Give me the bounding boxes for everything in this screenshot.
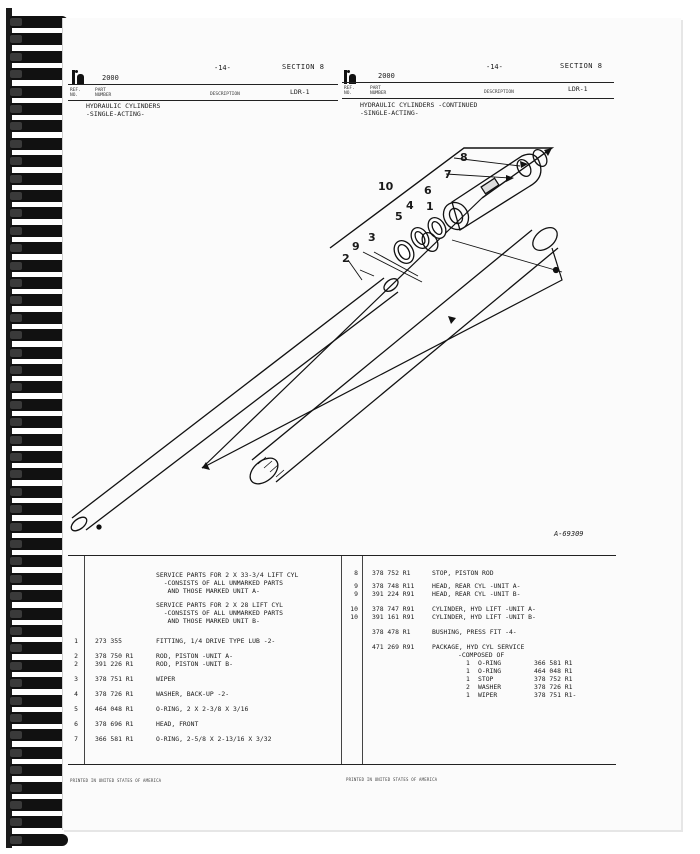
part-number: 391 161 R91	[372, 613, 415, 621]
part-description: STOP, PISTON ROD	[432, 569, 494, 577]
ref-number: 10	[350, 605, 358, 613]
exploded-parts-diagram	[62, 130, 622, 550]
package-item-name: O-RING	[478, 667, 502, 675]
binding-ring	[10, 138, 68, 150]
ref-number: 4	[74, 690, 78, 698]
binding-ring	[10, 277, 68, 289]
binding-ring	[10, 312, 68, 324]
ldr-code-left: LDR-1	[290, 88, 310, 96]
footer-left: PRINTED IN UNITED STATES OF AMERICA	[70, 778, 162, 783]
binding-ring	[10, 555, 68, 567]
ih-logo-left	[72, 70, 84, 84]
ref-number: 3	[74, 675, 78, 683]
footer-right: PRINTED IN UNITED STATES OF AMERICA	[346, 777, 438, 782]
binding-ring	[10, 399, 68, 411]
package-item-pn: 378 752 R1	[534, 675, 573, 683]
binding-ring	[10, 764, 68, 776]
part-number: 273 355	[95, 637, 122, 645]
callout-1: 1	[426, 200, 434, 213]
binding-ring	[10, 451, 68, 463]
binding-ring	[10, 834, 68, 846]
binding-ring	[10, 503, 68, 515]
section-label-left: SECTION 8	[282, 63, 325, 71]
header-rule-left	[68, 84, 338, 85]
part-number: 464 048 R1	[95, 705, 134, 713]
binding-ring	[10, 68, 68, 80]
binding-ring	[10, 33, 68, 45]
binding-ring	[10, 695, 68, 707]
figure-id: A-69309	[554, 530, 584, 538]
title-right: HYDRAULIC CYLINDERS -CONTINUED	[360, 101, 478, 109]
package-item-pn: 366 581 R1	[534, 659, 573, 667]
binding-ring	[10, 155, 68, 167]
ref-number: 5	[74, 705, 78, 713]
part-description: O-RING, 2-5/8 X 2-13/16 X 3/32	[156, 735, 272, 743]
center-divider	[341, 556, 342, 764]
section-label-right: SECTION 8	[560, 62, 603, 70]
binding-ring	[10, 660, 68, 672]
title-left: HYDRAULIC CYLINDERS	[86, 102, 161, 110]
col-desc-left: DESCRIPTION	[210, 92, 240, 97]
package-item-name: WASHER	[478, 683, 502, 691]
binding-ring	[10, 729, 68, 741]
binding-ring	[10, 294, 68, 306]
service-line: SERVICE PARTS FOR 2 X 33-3/4 LIFT CYL	[156, 571, 299, 579]
part-number: 378 748 R11	[372, 582, 415, 590]
model-number-left: 2000	[102, 74, 119, 82]
binding-ring	[10, 486, 68, 498]
binding-ring	[10, 538, 68, 550]
ref-number: 1	[74, 637, 78, 645]
ref-number: 8	[354, 569, 358, 577]
header-rule-left-2	[68, 100, 338, 101]
package-header: -COMPOSED OF	[458, 651, 505, 659]
binding-ring	[10, 712, 68, 724]
binding-ring	[10, 816, 68, 828]
package-item-name: STOP	[478, 675, 494, 683]
binding-ring	[10, 103, 68, 115]
part-number: 378 726 R1	[95, 690, 134, 698]
package-qty: 2	[466, 683, 470, 691]
binding-ring	[10, 573, 68, 585]
package-item-pn: 378 726 R1	[534, 683, 573, 691]
binding-ring	[10, 173, 68, 185]
part-number: 366 581 R1	[95, 735, 134, 743]
package-qty: 1	[466, 691, 470, 699]
package-item-name: O-RING	[478, 659, 502, 667]
callout-5: 5	[395, 210, 403, 223]
ldr-code-right: LDR-1	[568, 85, 588, 93]
package-item-name: WIPER	[478, 691, 498, 699]
part-number: 378 696 R1	[95, 720, 134, 728]
callout-4: 4	[406, 199, 414, 212]
ref-number: 2	[74, 660, 78, 668]
service-line: -CONSISTS OF ALL UNMARKED PARTS	[156, 609, 283, 617]
part-description: HEAD, FRONT	[156, 720, 199, 728]
part-number: 378 478 R1	[372, 628, 411, 636]
binding-ring	[10, 608, 68, 620]
binding-ring	[10, 51, 68, 63]
part-description: PACKAGE, HYD CYL SERVICE	[432, 643, 525, 651]
col-ref-left: REF. NO.	[70, 88, 81, 98]
binding-ring	[10, 207, 68, 219]
ref-number: 9	[354, 590, 358, 598]
spiral-binding	[0, 0, 70, 854]
subtitle-left: -SINGLE-ACTING-	[86, 110, 145, 118]
part-description: WASHER, BACK-UP -2-	[156, 690, 230, 698]
ref-number: 9	[354, 582, 358, 590]
binding-ring	[10, 381, 68, 393]
binding-ring	[10, 329, 68, 341]
binding-ring	[10, 242, 68, 254]
table-bottom-rule	[68, 764, 616, 765]
part-description: ROD, PISTON -UNIT B-	[156, 660, 233, 668]
binding-ring	[10, 86, 68, 98]
part-description: BUSHING, PRESS FIT -4-	[432, 628, 517, 636]
binding-ring	[10, 120, 68, 132]
part-number: 378 750 R1	[95, 652, 134, 660]
binding-ring	[10, 225, 68, 237]
binding-ring	[10, 190, 68, 202]
ref-number: 10	[350, 613, 358, 621]
part-number: 378 752 R1	[372, 569, 411, 577]
model-number-right: 2000	[378, 72, 395, 80]
service-line: SERVICE PARTS FOR 2 X 28 LIFT CYL	[156, 601, 283, 609]
part-description: FITTING, 1/4 DRIVE TYPE LUB -2-	[156, 637, 276, 645]
callout-10: 10	[378, 180, 394, 193]
col-part-right: PART NUMBER	[370, 86, 387, 96]
callout-6: 6	[424, 184, 432, 197]
table-top-rule	[68, 555, 616, 556]
callout-8: 8	[460, 151, 468, 164]
binding-ring	[10, 625, 68, 637]
col-ref-right: REF. NO.	[344, 86, 355, 96]
binding-ring	[10, 347, 68, 359]
binding-ring	[10, 468, 68, 480]
col-part-left: PART NUMBER	[95, 88, 112, 98]
callout-3: 3	[368, 231, 376, 244]
binding-ring	[10, 747, 68, 759]
callout-2: 2	[342, 252, 350, 265]
part-description: HEAD, REAR CYL -UNIT B-	[432, 590, 521, 598]
binding-ring	[10, 260, 68, 272]
part-number: 378 751 R1	[95, 675, 134, 683]
subtitle-right: -SINGLE-ACTING-	[360, 109, 419, 117]
binding-ring	[10, 642, 68, 654]
callout-9: 9	[352, 240, 360, 253]
part-description: O-RING, 2 X 2-3/8 X 3/16	[156, 705, 249, 713]
package-qty: 1	[466, 659, 470, 667]
service-line: -CONSISTS OF ALL UNMARKED PARTS	[156, 579, 283, 587]
ref-number: 6	[74, 720, 78, 728]
binding-ring	[10, 521, 68, 533]
ref-number: 7	[74, 735, 78, 743]
ref-col-line-right	[362, 556, 363, 764]
callout-7: 7	[444, 168, 452, 181]
part-description: HEAD, REAR CYL -UNIT A-	[432, 582, 521, 590]
binding-ring	[10, 799, 68, 811]
part-number: 471 269 R91	[372, 643, 415, 651]
col-desc-right: DESCRIPTION	[484, 90, 514, 95]
binding-ring	[10, 782, 68, 794]
binding-ring	[10, 677, 68, 689]
part-description: CYLINDER, HYD LIFT -UNIT B-	[432, 613, 536, 621]
binding-ring	[10, 434, 68, 446]
service-line: AND THOSE MARKED UNIT A-	[156, 587, 260, 595]
part-number: 391 226 R1	[95, 660, 134, 668]
part-number: 391 224 R91	[372, 590, 415, 598]
header-rule-right-2	[342, 98, 614, 99]
package-item-pn: 378 751 R1-	[534, 691, 577, 699]
part-number: 378 747 R91	[372, 605, 415, 613]
ref-number: 2	[74, 652, 78, 660]
binding-ring	[10, 364, 68, 376]
part-description: ROD, PISTON -UNIT A-	[156, 652, 233, 660]
package-qty: 1	[466, 667, 470, 675]
header-rule-right	[342, 82, 614, 83]
part-description: WIPER	[156, 675, 176, 683]
binding-ring	[10, 16, 68, 28]
page-number-left: -14-	[214, 64, 231, 72]
part-description: CYLINDER, HYD LIFT -UNIT A-	[432, 605, 536, 613]
page-number-right: -14-	[486, 63, 503, 71]
binding-ring	[10, 416, 68, 428]
service-line: AND THOSE MARKED UNIT B-	[156, 617, 260, 625]
package-item-pn: 464 048 R1	[534, 667, 573, 675]
binding-ring	[10, 590, 68, 602]
ref-col-line-left	[84, 556, 85, 764]
package-qty: 1	[466, 675, 470, 683]
